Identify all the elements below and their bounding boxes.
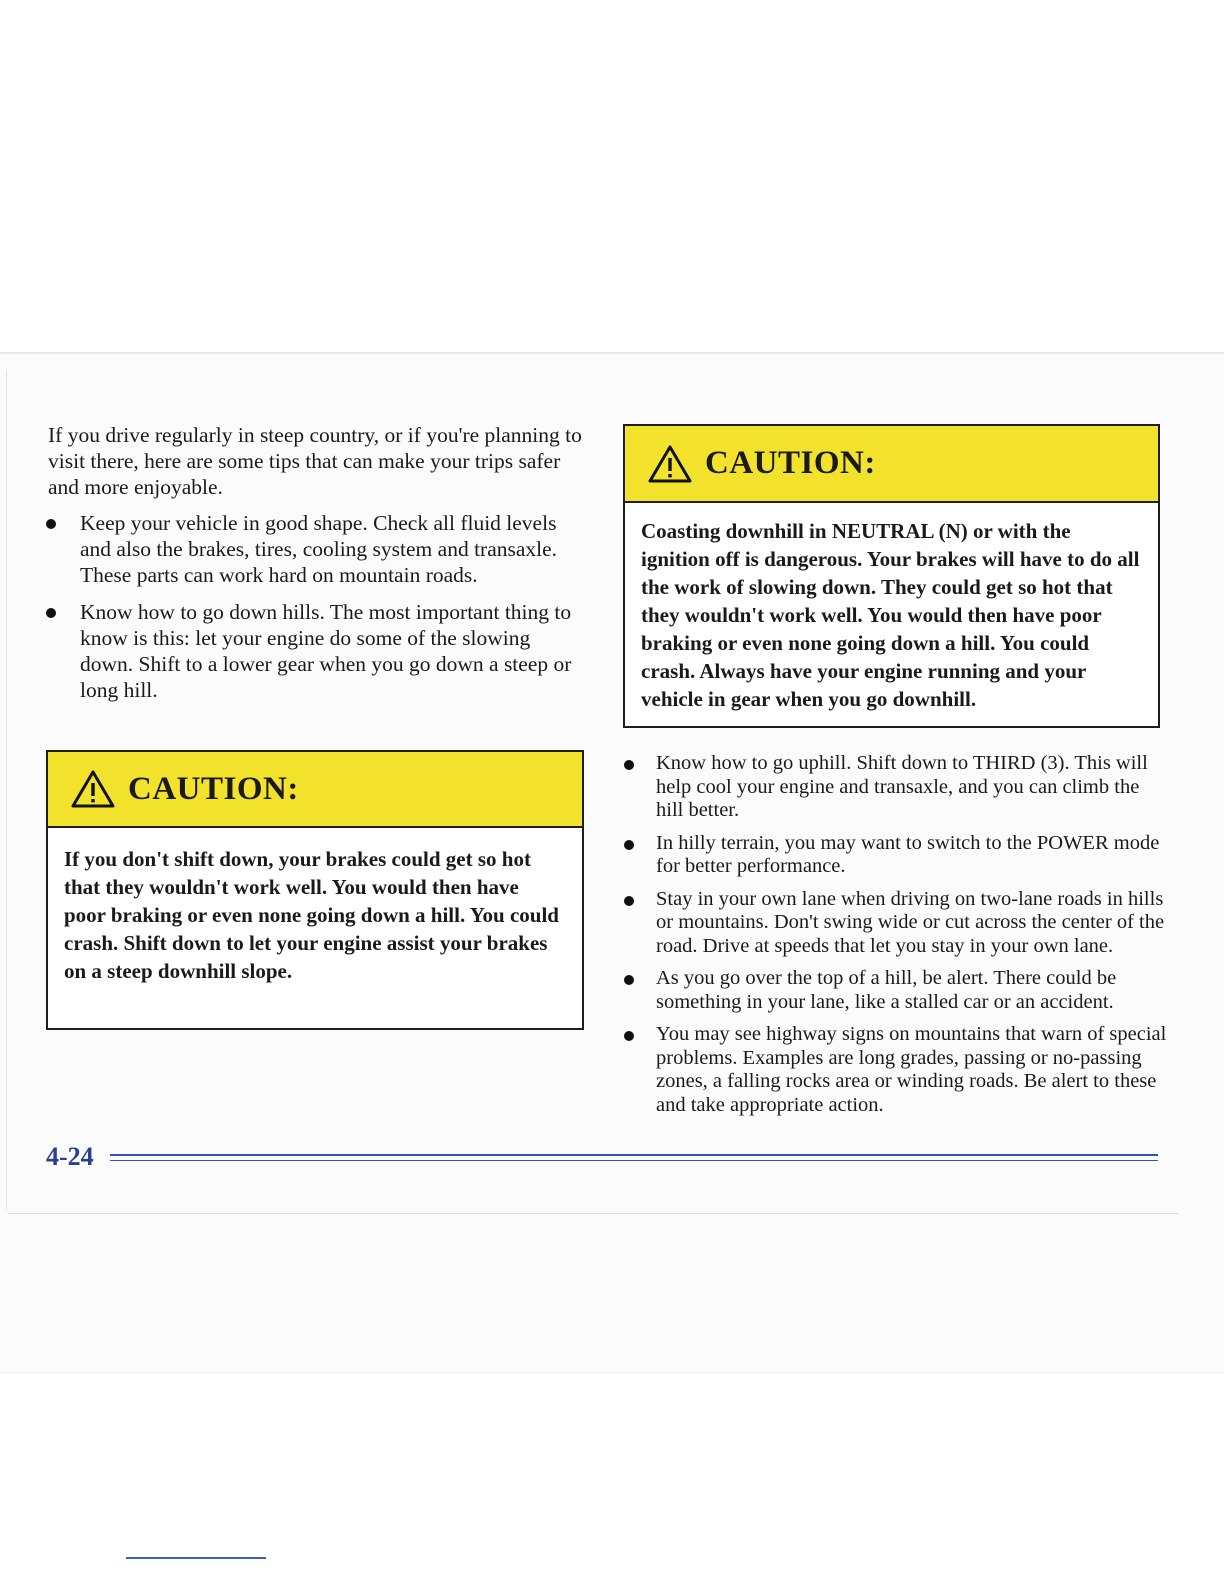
list-item — [48, 599, 584, 703]
warning-triangle-icon — [70, 769, 116, 809]
warning-triangle-icon — [647, 444, 693, 484]
list-item-text: As you go over the top of a hill, be alert. There could be something in your lane, like a stalled car or an accident. — [656, 967, 1117, 1013]
intro-paragraph: If you drive regularly in steep country, or if you're planning to visit there, here are some tips that can make your trips safer and more enjoyable. — [48, 423, 582, 499]
bullet-icon — [624, 1031, 634, 1041]
list-item — [626, 888, 1170, 959]
page-lower-edge — [8, 1213, 1178, 1214]
bullet-icon — [624, 975, 634, 985]
page-edge — [6, 370, 7, 1210]
footer-rule — [110, 1154, 1158, 1156]
list-item-text: Keep your vehicle in good shape. Check all fluid levels and also the brakes, tires, cooling system and transaxle. These parts can work hard on mountain roads. — [80, 511, 558, 587]
list-item — [626, 967, 1170, 1014]
list-item-text: Know how to go down hills. The most important thing to know is this: let your engine do some of the slowing down. Shift to a lower gear when you go down a steep or long hill. — [80, 600, 572, 702]
page-footer — [46, 1140, 1158, 1176]
list-item — [626, 832, 1170, 879]
caution-title: CAUTION: — [705, 445, 876, 481]
left-column — [48, 422, 584, 714]
caution-box-shift-down — [46, 750, 584, 1030]
bullet-icon — [624, 760, 634, 770]
bullet-icon — [46, 519, 56, 529]
list-item-text: Know how to go uphill. Shift down to THIRD (3). This will help cool your engine and transaxle, and you can climb the hill better. — [656, 752, 1148, 821]
left-bullet-list — [48, 510, 584, 703]
caution-box-coasting — [623, 424, 1160, 728]
caution-title: CAUTION: — [128, 770, 299, 807]
list-item-text: Stay in your own lane when driving on two-lane roads in hills or mountains. Don't swing wide or cut across the center of the road. Drive at speeds that let you stay in your own lane. — [656, 887, 1165, 957]
bullet-icon — [624, 896, 634, 906]
list-item — [48, 510, 584, 588]
page-number: 4-24 — [46, 1142, 94, 1171]
caution-header — [48, 752, 582, 828]
bullet-icon — [46, 608, 56, 618]
bullet-icon — [624, 840, 634, 850]
caution-text: Coasting downhill in NEUTRAL (N) or with the ignition off is dangerous. Your brakes will have to do all the work of slowing down. They could get so hot that they wouldn't work well. You would then have poor braking or even none going down a hill. You could crash. Always have your engine running and your vehicle in gear when you go downhill. — [641, 519, 1140, 711]
right-column — [626, 752, 1170, 1126]
caution-text: If you don't shift down, your brakes could get so hot that they wouldn't work well. You would then have poor braking or even none going down a hill. You could crash. Shift down to let your engine assist your brakes on a steep downhill slope. — [64, 847, 559, 983]
footer-rule — [110, 1160, 1158, 1161]
divider — [126, 1557, 266, 1559]
list-item-text: In hilly terrain, you may want to switch to the POWER mode for better performance. — [656, 831, 1160, 877]
list-item — [626, 1023, 1170, 1117]
caution-header — [625, 426, 1158, 503]
right-bullet-list — [626, 752, 1170, 1117]
list-item — [626, 752, 1170, 823]
list-item-text: You may see highway signs on mountains that warn of special problems. Examples are long grades, passing or no-passing zones, a falling rocks area or winding roads. Be alert to these and take appropriate action. — [656, 1023, 1167, 1116]
